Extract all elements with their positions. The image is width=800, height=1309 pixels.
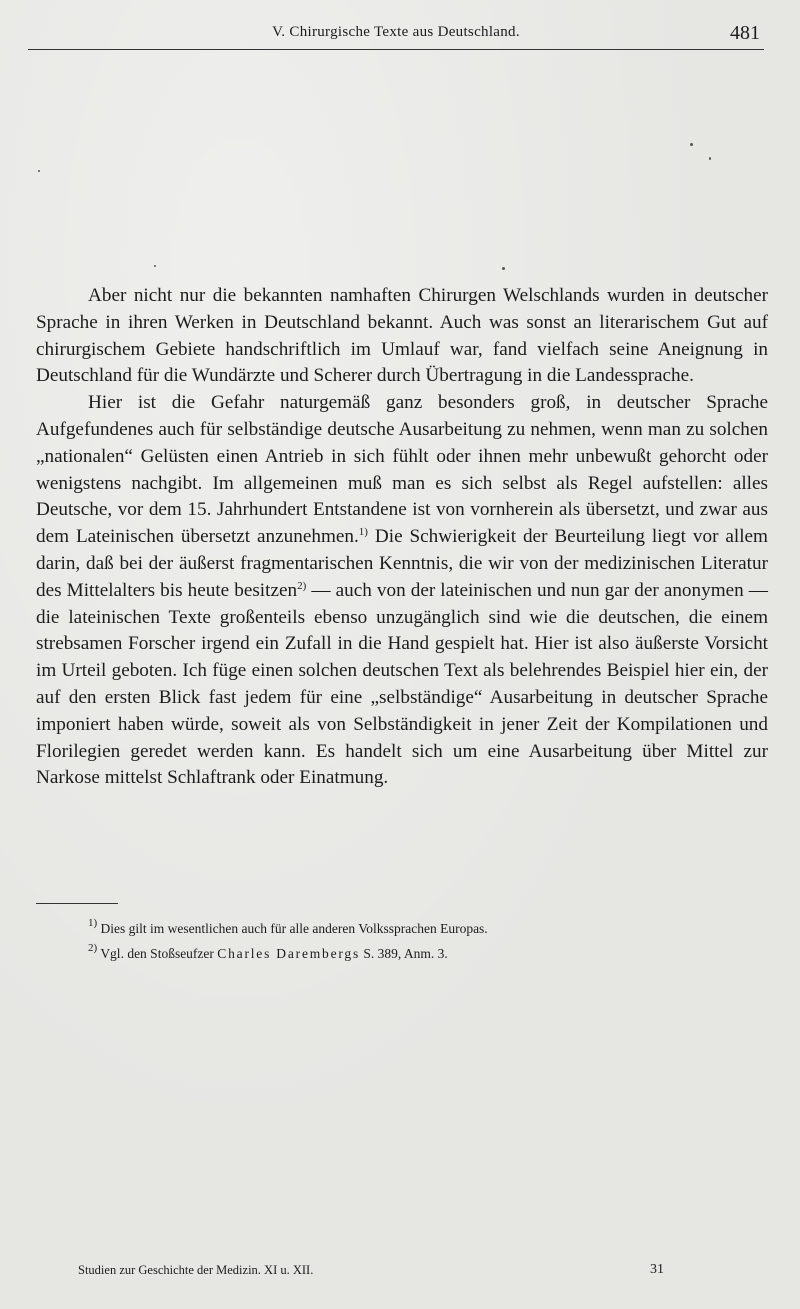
paper-speck xyxy=(154,265,156,267)
footnote-rule xyxy=(36,903,118,904)
footnote-text-pre: Vgl. den Stoßseufzer xyxy=(100,946,218,961)
footnote-1 xyxy=(88,916,748,941)
footnote-ref-1: 1) xyxy=(358,526,368,539)
footnote-marker: 2) xyxy=(88,942,98,954)
header-rule xyxy=(28,49,764,50)
paragraph-1: Aber nicht nur die bekannten namhaften Chirurgen Welschlands wurden in deutscher Sprache in ihren Werken in Deutschland bekannt. Auch was sonst an literarischem Gut auf chirurgischem Gebiete handschriftlich im Umlauf war, fand vielfach seine Aneignung in Deutschland für die Wundärzte und Scherer durch Übertragung in die Landessprache. xyxy=(36,285,768,387)
paragraph-2 xyxy=(36,390,768,792)
footnote-text: Dies gilt im wesentlichen auch für alle anderen Volkssprachen Europas. xyxy=(100,921,488,936)
paper-speck xyxy=(690,143,693,146)
footnote-2 xyxy=(88,941,748,966)
footer-series-title: Studien zur Geschichte der Medizin. XI u. XII. xyxy=(78,1263,314,1277)
page-number: 481 xyxy=(730,22,760,44)
footnote-ref-2: 2) xyxy=(297,579,307,592)
paper-speck xyxy=(38,170,40,172)
main-text xyxy=(36,283,768,792)
footnote-marker: 1) xyxy=(88,917,98,929)
paragraph-2-part-c: — auch von der lateinischen und nun gar der anonymen — die lateinischen Texte großenteils ebenso unzugänglich sind wie die deutschen, die einem strebsamen Forscher irgend ein Zufall in die Hand gespielt hat. Hier ist also äußerste Vorsicht im Urteil geboten. Ich füge einen solchen deutschen Text als belehrendes Beispiel hier ein, der auf den ersten Blick fast jedem für eine „selbständige“ Ausarbeitung in deutscher Sprache imponiert haben würde, soweit als von Selbständigkeit in jener Zeit der Kompilationen und Florilegien geredet werden kann. Es handelt sich um eine Ausarbeitung über Mittel zur Narkose mittelst Schlaftrank oder Einatmung. xyxy=(36,579,768,789)
page-header xyxy=(28,20,764,50)
footnotes xyxy=(88,916,748,966)
paper-speck xyxy=(502,267,505,270)
paragraph-2-part-b: Die Schwierigkeit der Beurteilung liegt vor allem darin, daß bei der äußerst fragmentarischen Kenntnis, die wir von der medizinischen Literatur des Mittelalters bis heute besitzen xyxy=(36,526,768,601)
paper-speck xyxy=(709,157,711,160)
footnote-author: Charles Darembergs xyxy=(217,946,361,961)
running-title: V. Chirurgische Texte aus Deutschland. xyxy=(272,24,520,40)
page-footer xyxy=(78,1263,678,1283)
footnote-text-post: S. 389, Anm. 3. xyxy=(360,946,448,961)
paragraph-2-part-a: Hier ist die Gefahr naturgemäß ganz besonders groß, in deutscher Sprache Aufgefundenes auch für selbständige deutsche Ausarbeitung zu nehmen, wenn man zu solchen „nationalen“ Gelüsten einen Antrieb in sich fühlt oder ihnen mehr unbewußt gehorcht oder wenigstens nachgibt. Im allgemeinen muß man es sich selbst als Regel aufstellen: alles Deutsche, vor dem 15. Jahrhundert Entstandene ist von vornherein als übersetzt, und zwar aus dem Lateinischen übersetzt anzunehmen. xyxy=(36,392,768,548)
footer-signature: 31 xyxy=(650,1262,664,1277)
